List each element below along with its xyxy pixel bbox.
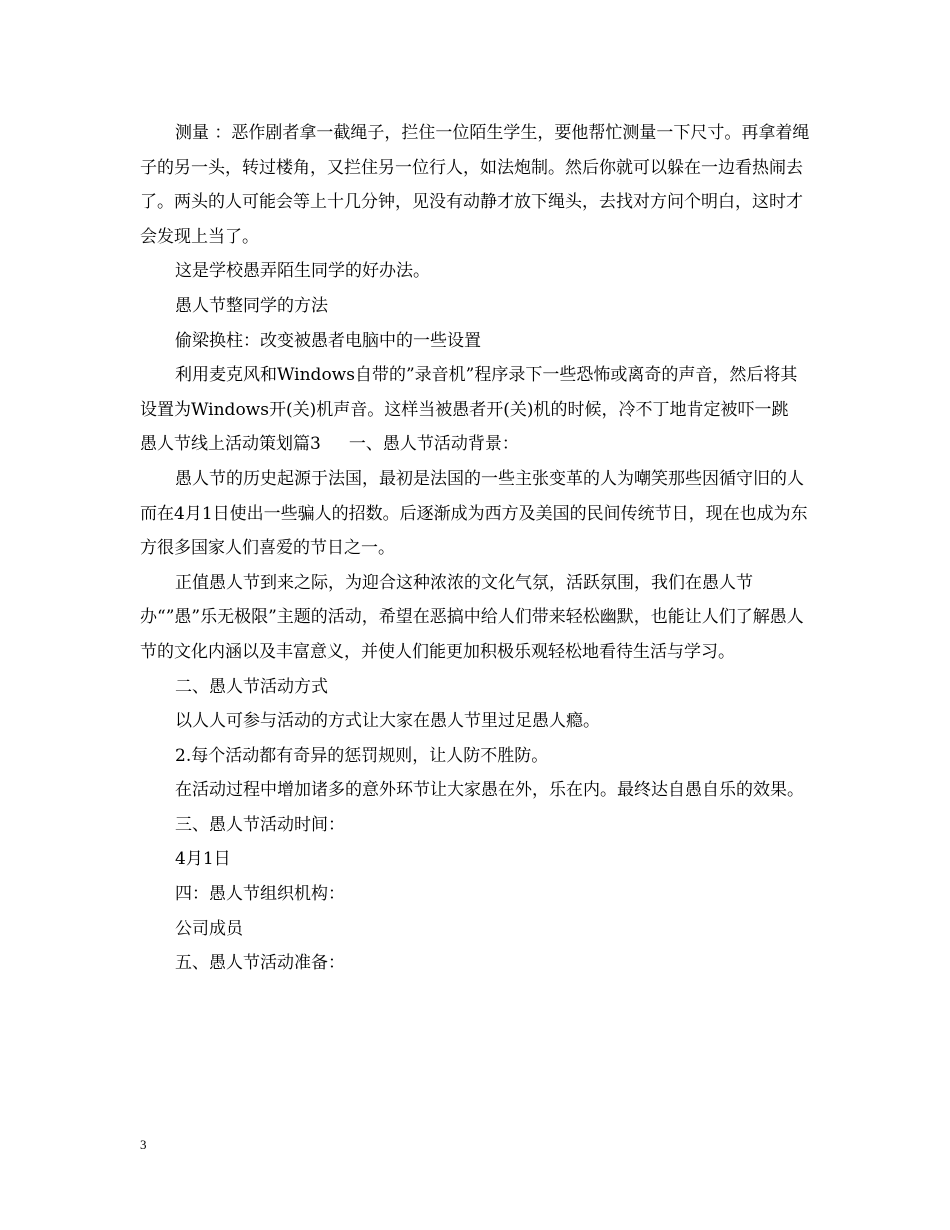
paragraph-computer-settings: 偷梁换柱：改变被愚者电脑中的一些设置: [175, 330, 481, 351]
paragraph-method-heading: 二、愚人节活动方式: [175, 676, 328, 697]
paragraph-purpose: 正值愚人节到来之际，为迎合这种浓浓的文化气氛，活跃氛围，我们在愚人节办“”愚”乐无极限”主题的活动，希望在恶搞中给人们带来轻松幽默，也能让人们了解愚人节的文化内涵以及丰富意义，并使人们能更加积极乐观轻松地看待生活与学习。: [140, 572, 804, 662]
paragraph-method-1: 以人人可参与活动的方式让大家在愚人节里过足愚人瘾。: [175, 711, 600, 732]
paragraph-prank-methods-title: 愚人节整同学的方法: [175, 295, 328, 316]
paragraph-time-heading: 三、愚人节活动时间：: [175, 814, 345, 835]
paragraph-time-value: 4月1日: [175, 849, 231, 870]
paragraph-school-prank-note: 这是学校愚弄陌生同学的好办法。: [175, 261, 430, 282]
document-body: [140, 116, 812, 981]
section-subtitle: 一、愚人节活动背景：: [348, 434, 519, 455]
paragraph-history: 愚人节的历史起源于法国，最初是法国的一些主张变革的人为嘲笑那些因循守旧的人而在4月1日使出一些骗人的招数。后逐渐成为西方及美国的民间传统节日，现在也成为东方很多国家人们喜爱的节日之一。: [140, 468, 808, 559]
paragraph-method-2: 2.每个活动都有奇异的惩罚规则，让人防不胜防。: [175, 745, 549, 766]
section-heading: [140, 427, 812, 462]
paragraph-preparation-heading: 五、愚人节活动准备：: [175, 953, 345, 974]
page-number: 3: [140, 1137, 147, 1152]
paragraph-measure-prank: 测量 ：恶作剧者拿一截绳子，拦住一位陌生学生，要他帮忙测量一下尺寸。再拿着绳子的另一头，转过楼角，又拦住另一位行人，如法炮制。然后你就可以躲在一边看热闹去了。两头的人可能会等上十几分钟，见没有动静才放下绳头，去找对方问个明白，这时才会发现上当了。: [140, 123, 810, 247]
paragraph-organization-value: 公司成员: [175, 918, 243, 939]
section-title: 愚人节线上活动策划篇3: [140, 434, 321, 455]
paragraph-method-3: 在活动过程中增加诸多的意外环节让大家愚在外，乐在内。最终达自愚自乐的效果。: [175, 780, 804, 801]
paragraph-organization-heading: 四：愚人节组织机构：: [175, 884, 345, 905]
paragraph-windows-sound: 利用麦克风和Windows自带的”录音机”程序录下一些恐怖或离奇的声音，然后将其设置为Windows开(关)机声音。这样当被愚者开(关)机的时候，冷不丁地肯定被吓一跳: [140, 365, 798, 420]
